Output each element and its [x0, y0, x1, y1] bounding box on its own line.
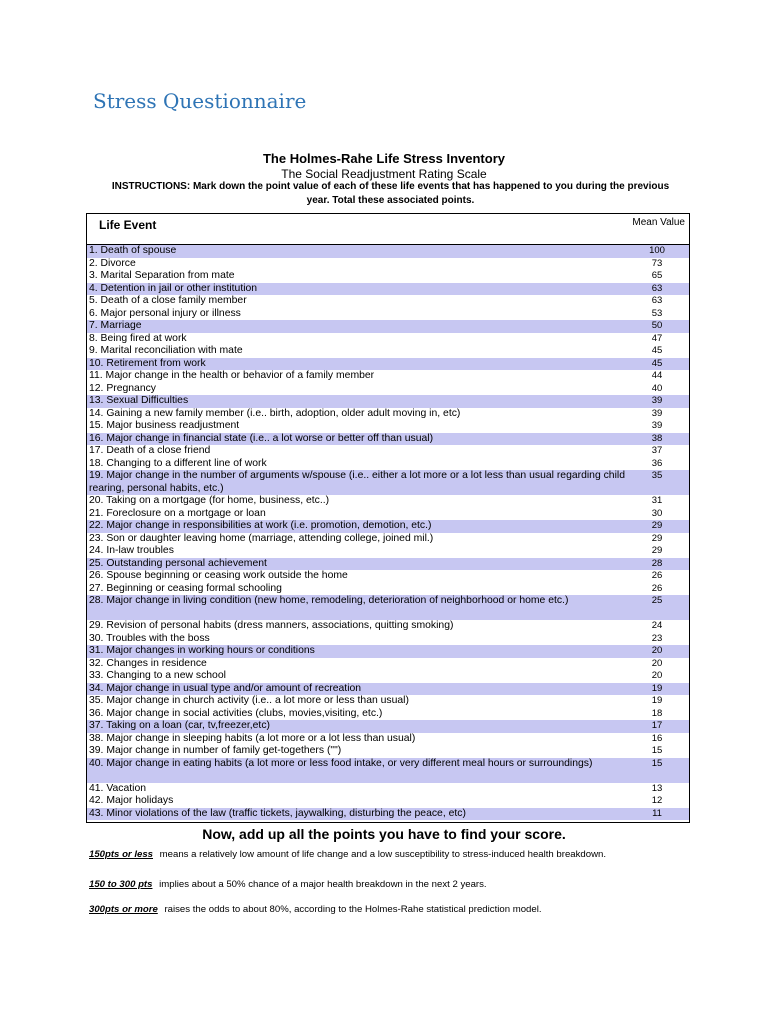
page-title: Stress Questionnaire — [93, 89, 307, 113]
mean-value-cell: 17 — [651, 720, 663, 731]
table-row — [87, 383, 689, 396]
mean-value-cell: 31 — [651, 495, 663, 506]
mean-value-cell: 39 — [651, 420, 663, 431]
table-row — [87, 408, 689, 421]
life-event-cell: 10. Retirement from work — [89, 357, 206, 369]
table-row — [87, 708, 689, 721]
table-row — [87, 495, 689, 508]
life-event-cell: 8. Being fired at work — [89, 332, 187, 344]
mean-value-cell: 11 — [652, 807, 662, 819]
mean-value-cell: 29 — [651, 545, 663, 556]
table-row — [87, 508, 689, 521]
column-header-mean-value: Mean Value — [632, 217, 685, 228]
table-row — [87, 745, 689, 758]
life-event-cell: 39. Major change in number of family get-togethers ("") — [89, 745, 342, 756]
mean-value-cell: 29 — [651, 532, 663, 544]
life-event-cell: 6. Major personal injury or illness — [89, 307, 241, 319]
life-event-cell: 34. Major change in usual type and/or amount of recreation — [89, 682, 362, 694]
table-row — [87, 645, 689, 658]
mean-value-cell: 19 — [651, 695, 663, 706]
life-event-cell: 13. Sexual Difficulties — [89, 395, 189, 406]
life-event-cell: 31. Major changes in working hours or conditions — [89, 645, 315, 656]
table-row — [87, 620, 689, 633]
table-row — [87, 595, 689, 620]
mean-value-cell: 28 — [651, 557, 663, 569]
life-event-cell: 27. Beginning or ceasing formal schooling — [89, 582, 282, 594]
mean-value-cell: 53 — [651, 307, 663, 319]
life-events-table — [86, 213, 690, 823]
life-event-cell: 30. Troubles with the boss — [89, 632, 210, 644]
mean-value-cell: 65 — [651, 270, 663, 281]
score-range: 300pts or more — [89, 904, 158, 915]
mean-value-cell: 20 — [651, 657, 663, 669]
table-row — [87, 358, 689, 371]
mean-value-cell: 73 — [651, 257, 663, 269]
life-event-cell: 40. Major change in eating habits (a lot more or less food intake, or very different meal hours or surroundings) — [89, 757, 593, 769]
score-description: means a relatively low amount of life change and a low susceptibility to stress-induced health breakdown. — [159, 849, 607, 860]
table-row — [87, 545, 689, 558]
life-event-cell: 41. Vacation — [89, 782, 146, 794]
table-row — [87, 570, 689, 583]
table-row — [87, 558, 689, 571]
life-event-cell: 16. Major change in financial state (i.e.. a lot worse or better off than usual) — [89, 432, 434, 444]
mean-value-cell: 45 — [651, 345, 663, 356]
mean-value-cell: 15 — [651, 757, 663, 769]
mean-value-cell: 26 — [651, 570, 663, 581]
life-event-cell: 35. Major change in church activity (i.e.. a lot more or less than usual) — [89, 695, 409, 706]
table-row — [87, 533, 689, 546]
table-row — [87, 758, 689, 783]
life-event-cell: 20. Taking on a mortgage (for home, business, etc..) — [89, 495, 330, 506]
table-row — [87, 245, 689, 258]
life-event-cell: 9. Marital reconciliation with mate — [89, 345, 243, 356]
table-row — [87, 458, 689, 471]
life-event-cell: 21. Foreclosure on a mortgage or loan — [89, 507, 266, 519]
table-row — [87, 258, 689, 271]
mean-value-cell: 100 — [649, 245, 665, 256]
life-event-cell: 5. Death of a close family member — [89, 295, 247, 306]
mean-value-cell: 19 — [651, 682, 663, 694]
mean-value-cell: 30 — [651, 507, 663, 519]
life-event-cell: 3. Marital Separation from mate — [89, 270, 235, 281]
table-row — [87, 433, 689, 446]
table-row — [87, 370, 689, 383]
mean-value-cell: 13 — [651, 782, 663, 794]
table-row — [87, 520, 689, 533]
table-row — [87, 733, 689, 746]
mean-value-cell: 63 — [651, 282, 663, 294]
mean-value-cell: 40 — [651, 382, 663, 394]
mean-value-cell: 16 — [651, 732, 663, 744]
life-event-cell: 26. Spouse beginning or ceasing work outside the home — [89, 570, 348, 581]
score-instruction: Now, add up all the points you have to find your score. — [202, 826, 566, 842]
table-row — [87, 445, 689, 458]
life-event-cell: 33. Changing to a new school — [89, 670, 226, 681]
life-event-cell: 25. Outstanding personal achievement — [89, 557, 267, 569]
mean-value-cell: 20 — [651, 670, 663, 681]
table-row — [87, 420, 689, 433]
score-range: 150pts or less — [89, 849, 153, 860]
score-interpretation-high — [89, 904, 542, 915]
life-event-cell: 38. Major change in sleeping habits (a lot more or a lot less than usual) — [89, 732, 416, 744]
life-event-cell: 42. Major holidays — [89, 795, 174, 806]
table-row — [87, 720, 689, 733]
mean-value-cell: 47 — [651, 332, 663, 344]
mean-value-cell: 18 — [651, 707, 663, 719]
table-row — [87, 658, 689, 671]
mean-value-cell: 37 — [651, 445, 663, 456]
mean-value-cell: 20 — [651, 645, 663, 656]
table-row — [87, 783, 689, 796]
column-header-life-event: Life Event — [99, 218, 157, 232]
inventory-subtitle: The Social Readjustment Rating Scale — [281, 167, 487, 181]
mean-value-cell: 50 — [651, 320, 663, 331]
table-row — [87, 283, 689, 296]
life-event-cell: 23. Son or daughter leaving home (marriage, attending college, joined mil.) — [89, 532, 434, 544]
mean-value-cell: 26 — [651, 582, 663, 594]
score-interpretation-medium — [89, 879, 487, 890]
table-body — [87, 245, 689, 820]
table-row — [87, 345, 689, 358]
life-event-cell: 7. Marriage — [89, 320, 142, 331]
life-event-cell: 14. Gaining a new family member (i.e.. birth, adoption, older adult moving in, etc) — [89, 407, 461, 419]
table-row — [87, 270, 689, 283]
score-description: implies about a 50% chance of a major health breakdown in the next 2 years. — [159, 879, 487, 890]
table-row — [87, 633, 689, 646]
table-row — [87, 683, 689, 696]
table-row — [87, 470, 689, 495]
life-event-cell: 29. Revision of personal habits (dress manners, associations, quitting smoking) — [89, 620, 454, 631]
life-event-cell: 22. Major change in responsibilities at work (i.e. promotion, demotion, etc.) — [89, 520, 432, 531]
life-event-cell: 4. Detention in jail or other institution — [89, 282, 258, 294]
inventory-title: The Holmes-Rahe Life Stress Inventory — [262, 151, 505, 166]
instructions-label: INSTRUCTIONS: — [111, 181, 191, 192]
mean-value-cell: 36 — [651, 457, 663, 469]
mean-value-cell: 25 — [651, 595, 663, 606]
mean-value-cell: 15 — [651, 745, 663, 756]
life-event-cell: 17. Death of a close friend — [89, 445, 211, 456]
score-interpretation-low — [89, 849, 606, 860]
mean-value-cell: 24 — [651, 620, 663, 631]
life-event-cell: 37. Taking on a loan (car, tv,freezer,etc) — [89, 720, 270, 731]
table-row — [87, 808, 689, 821]
mean-value-cell: 39 — [651, 407, 663, 419]
life-event-cell: 24. In-law troubles — [89, 545, 174, 556]
life-event-cell: 1. Death of spouse — [89, 245, 177, 256]
life-event-cell: 12. Pregnancy — [89, 382, 157, 394]
mean-value-cell: 29 — [651, 520, 663, 531]
mean-value-cell: 44 — [651, 370, 663, 381]
table-row — [87, 395, 689, 408]
mean-value-cell: 38 — [651, 432, 663, 444]
life-event-cell: 28. Major change in living condition (new home, remodeling, deterioration of neighborhood or home etc.) — [89, 595, 569, 606]
table-row — [87, 333, 689, 346]
table-row — [87, 320, 689, 333]
table-row — [87, 795, 689, 808]
table-row — [87, 583, 689, 596]
table-row — [87, 295, 689, 308]
mean-value-cell: 12 — [651, 795, 663, 806]
score-description: raises the odds to about 80%, according to the Holmes-Rahe statistical prediction model. — [164, 904, 542, 915]
life-event-cell: 2. Divorce — [89, 257, 136, 269]
mean-value-cell: 23 — [651, 632, 663, 644]
instructions-text: Mark down the point value of each of these life events that has happened to you during the previous year. Total these associated points. — [192, 181, 670, 206]
table-row — [87, 695, 689, 708]
life-event-cell: 11. Major change in the health or behavior of a family member — [89, 370, 375, 381]
life-event-cell: 19. Major change in the number of arguments w/spouse (i.e.. either a lot more or a lot less than usual regarding child rearing, personal habits, etc.) — [89, 470, 625, 494]
table-header — [87, 214, 689, 245]
table-row — [87, 308, 689, 321]
mean-value-cell: 45 — [651, 357, 663, 369]
table-row — [87, 670, 689, 683]
life-event-cell: 15. Major business readjustment — [89, 420, 240, 431]
life-event-cell: 36. Major change in social activities (clubs, movies,visiting, etc.) — [89, 707, 383, 719]
mean-value-cell: 39 — [651, 395, 663, 406]
mean-value-cell: 63 — [651, 295, 663, 306]
score-range: 150 to 300 pts — [89, 879, 153, 890]
instructions — [108, 180, 673, 208]
life-event-cell: 32. Changes in residence — [89, 657, 207, 669]
mean-value-cell: 35 — [651, 470, 663, 481]
life-event-cell: 18. Changing to a different line of work — [89, 457, 267, 469]
life-event-cell: 43. Minor violations of the law (traffic tickets, jaywalking, disturbing the peace, etc) — [89, 807, 466, 819]
